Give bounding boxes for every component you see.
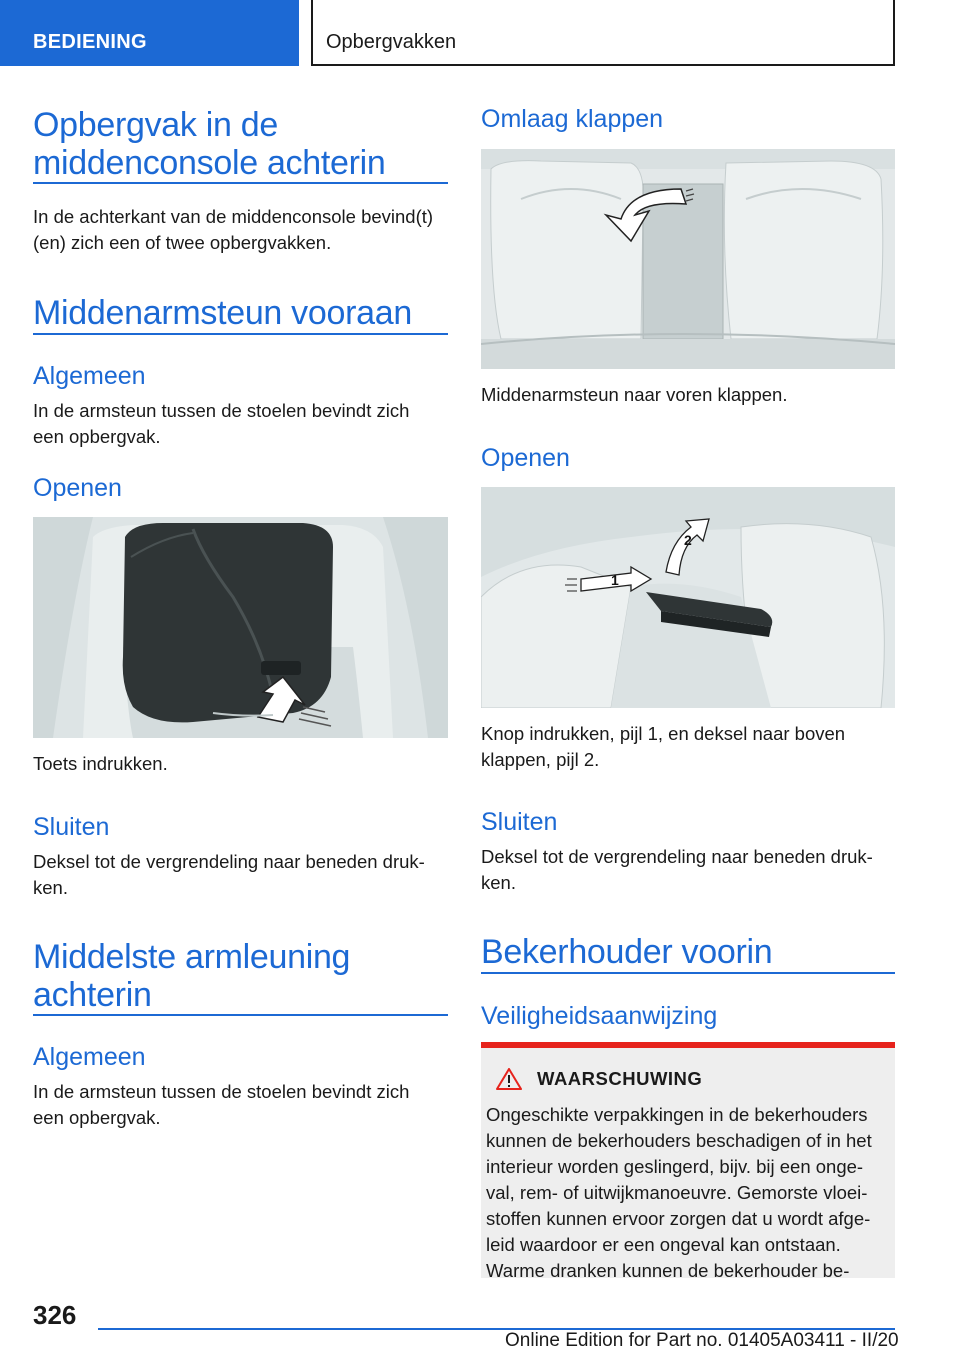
subheading-sluiten: Sluiten xyxy=(33,813,110,841)
arrow-label-2: 2 xyxy=(684,532,692,548)
warning-line: stoffen kunnen ervoor zorgen dat u wordt afge- xyxy=(486,1208,871,1229)
subheading-openen-2: Openen xyxy=(481,444,570,472)
warning-line: Ongeschikte verpakkingen in de bekerhouders xyxy=(486,1104,868,1125)
subheading-veiligheidsaanwijzing: Veiligheidsaanwijzing xyxy=(481,1002,718,1030)
text-line: een opbergvak. xyxy=(33,1107,161,1128)
heading-middelste-armleuning xyxy=(33,938,448,1014)
warning-line: interieur worden geslingerd, bijv. bij een onge- xyxy=(486,1156,864,1177)
paragraph-sluiten xyxy=(33,849,453,901)
heading-line: middenconsole achterin xyxy=(33,144,386,182)
warning-text xyxy=(486,1102,896,1284)
rear-bench-fold-illustration xyxy=(481,149,895,369)
warning-triangle-icon xyxy=(496,1068,522,1090)
text-line: In de armsteun tussen de stoelen bevindt zich xyxy=(33,1081,410,1102)
arrow-label-1: 1 xyxy=(611,572,619,588)
armrest-console-drawing xyxy=(33,517,448,738)
heading-middenarmsteun-vooraan: Middenarmsteun vooraan xyxy=(33,294,412,332)
warning-line: Warme dranken kunnen de bekerhouder be- xyxy=(486,1260,850,1281)
heading-opbergvak-middenconsole xyxy=(33,106,448,182)
heading-bekerhouder-voorin: Bekerhouder voorin xyxy=(481,933,773,971)
paragraph-opbergvak xyxy=(33,204,453,256)
text-line: Deksel tot de vergrendeling naar beneden druk- xyxy=(481,846,873,867)
subheading-algemeen: Algemeen xyxy=(33,362,146,390)
rear-bench-drawing xyxy=(481,149,895,369)
heading-rule xyxy=(33,333,448,335)
caption-toets-indrukken: Toets indrukken. xyxy=(33,753,168,774)
warning-header xyxy=(496,1068,702,1090)
subheading-algemeen-2: Algemeen xyxy=(33,1043,146,1071)
paragraph-algemeen-2 xyxy=(33,1079,453,1131)
text-line: Deksel tot de vergrendeling naar beneden druk- xyxy=(33,851,425,872)
armrest-console-illustration xyxy=(33,517,448,738)
warning-title: WAARSCHUWING xyxy=(537,1068,703,1089)
subheading-sluiten-2: Sluiten xyxy=(481,808,558,836)
heading-line: Opbergvak in de xyxy=(33,106,278,144)
armrest-open-drawing xyxy=(481,487,895,708)
chapter-title: Opbergvakken xyxy=(311,0,895,66)
text-line: Knop indrukken, pijl 1, en deksel naar boven xyxy=(481,723,846,744)
warning-line: kunnen de bekerhouders beschadigen of in het xyxy=(486,1130,872,1151)
caption-omlaag: Middenarmsteun naar voren klappen. xyxy=(481,384,788,405)
caption-openen xyxy=(481,721,901,773)
heading-rule xyxy=(33,1014,448,1016)
armrest-open-illustration xyxy=(481,487,895,708)
heading-rule xyxy=(481,972,895,974)
subheading-openen: Openen xyxy=(33,474,122,502)
subheading-omlaag-klappen: Omlaag klappen xyxy=(481,105,664,133)
section-tab[interactable]: BEDIENING xyxy=(0,0,299,66)
heading-line: Middelste armleuning xyxy=(33,938,351,976)
paragraph-sluiten-2 xyxy=(481,844,901,896)
warning-line: leid waardoor er een ongeval kan ontstaan. xyxy=(486,1234,841,1255)
warning-line: val, rem- of uitwijkmanoeuvre. Gemorste vloei- xyxy=(486,1182,868,1203)
warning-box xyxy=(481,1042,895,1281)
page-number: 326 xyxy=(33,1300,77,1330)
paragraph-algemeen xyxy=(33,398,453,450)
heading-line: achterin xyxy=(33,976,152,1014)
text-line: In de achterkant van de middenconsole bevind(t) xyxy=(33,206,434,227)
text-line: een opbergvak. xyxy=(33,426,161,447)
text-line: klappen, pijl 2. xyxy=(481,749,600,770)
text-line: ken. xyxy=(33,877,68,898)
heading-rule xyxy=(33,182,448,184)
edition-footer: Online Edition for Part no. 01405A03411 - II/20 xyxy=(505,1330,899,1351)
text-line: (en) zich een of twee opbergvakken. xyxy=(33,232,332,253)
text-line: In de armsteun tussen de stoelen bevindt zich xyxy=(33,400,410,421)
text-line: ken. xyxy=(481,872,516,893)
